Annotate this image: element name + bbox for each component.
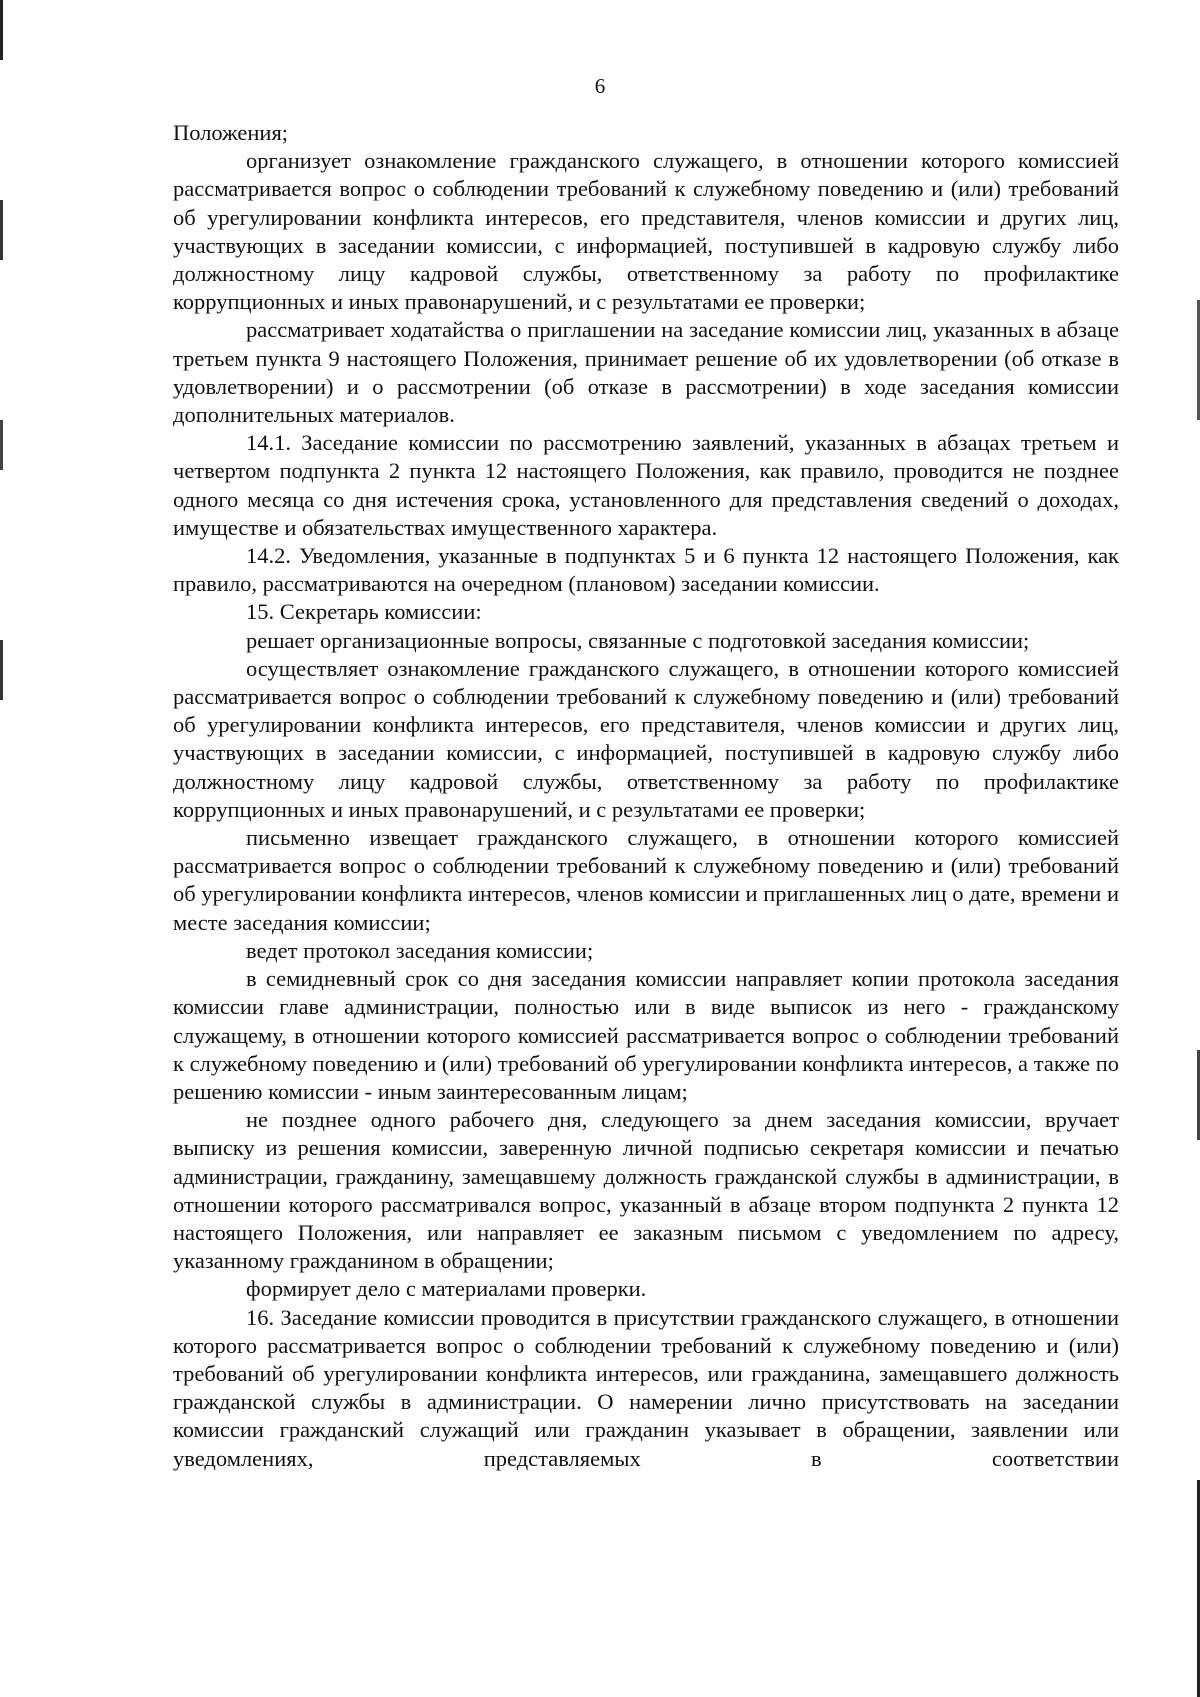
paragraph: решает организационные вопросы, связанные с подготовкой заседания комиссии; <box>246 627 1030 653</box>
paragraph: организует ознакомление гражданского служащего, в отношении которого комиссией рассматривается вопрос о соблюдении требований к служебному поведению и (или) требований об урегулировании конфликта интересов, его представителя, членов комиссии и других лиц, участвующих в заседании комиссии, с информацией, поступившей в кадровую службу либо должностному лицу кадровой службы, ответственному за работу по профилактике коррупционных и иных правонарушений, и с результатами ее проверки; <box>173 148 1119 315</box>
paragraph-clause-14-1: 14.1. Заседание комиссии по рассмотрению заявлений, указанных в абзацах третьем и четвертом подпункта 2 пункта 12 настоящего Положения, как правило, проводится не позднее одного месяца со дня истечения срока, установленного для представления сведений о доходах, имуществе и обязательствах имущественного характера. <box>173 430 1119 540</box>
page-number: 6 <box>594 74 606 98</box>
paragraph: ведет протокол заседания комиссии; <box>246 937 594 963</box>
paragraph: осуществляет ознакомление гражданского служащего, в отношении которого комиссией рассматривается вопрос о соблюдении требований к служебному поведению и (или) требований об урегулировании конфликта интересов, его представителя, членов комиссии и других лиц, участвующих в заседании комиссии, с информацией, поступившей в кадровую службу либо должностному лицу кадровой службы, ответственному за работу по профилактике коррупционных и иных правонарушений, и с результатами ее проверки; <box>173 655 1119 822</box>
paragraph: формирует дело с материалами проверки. <box>246 1276 647 1302</box>
document-body <box>173 119 1119 1473</box>
paragraph: письменно извещает гражданского служащего, в отношении которого комиссией рассматривается вопрос о соблюдении требований к служебному поведению и (или) требований об урегулировании конфликта интересов, членов комиссии и приглашенных лиц о дате, времени и месте заседания комиссии; <box>173 825 1119 935</box>
paragraph-clause-16: 16. Заседание комиссии проводится в присутствии гражданского служащего, в отношении которого рассматривается вопрос о соблюдении требований к служебному поведению и (или) требований об урегулировании конфликта интересов, или гражданина, замещавшего должность гражданской службы в администрации. О намерении лично присутствовать на заседании комиссии гражданский служащий или гражданин указывает в обращении, заявлении или уведомлениях, представляемых в соответствии <box>173 1304 1119 1471</box>
paragraph: не позднее одного рабочего дня, следующего за днем заседания комиссии, вручает выписку из решения комиссии, заверенную личной подписью секретаря комиссии и печатью администрации, гражданину, замещавшему должность гражданской службы в администрации, в отношении которого рассматривался вопрос, указанный в абзаце втором подпункта 2 пункта 12 настоящего Положения, или направляет ее заказным письмом с уведомлением по адресу, указанному гражданином в обращении; <box>173 1107 1119 1274</box>
paragraph-clause-14-2: 14.2. Уведомления, указанные в подпунктах 5 и 6 пункта 12 настоящего Положения, как правило, рассматриваются на очередном (плановом) заседании комиссии. <box>173 543 1119 597</box>
scan-edge-left <box>0 0 3 1697</box>
paragraph: рассматривает ходатайства о приглашении на заседание комиссии лиц, указанных в абзаце третьем пункта 9 настоящего Положения, принимает решение об их удовлетворении (об отказе в удовлетворении) и о рассмотрении (об отказе в рассмотрении) в ходе заседания комиссии дополнительных материалов. <box>173 317 1119 428</box>
paragraph-continuation: Положения; <box>173 120 289 145</box>
paragraph-clause-15: 15. Секретарь комиссии: <box>246 599 482 625</box>
paragraph: в семидневный срок со дня заседания комиссии направляет копии протокола заседания комиссии главе администрации, полностью или в виде выписок из него - гражданскому служащему, в отношении которого комиссией рассматривается вопрос о соблюдении требований к служебному поведению и (или) требований об урегулировании конфликта интересов, а также по решению комиссии - иным заинтересованным лицам; <box>173 966 1119 1104</box>
